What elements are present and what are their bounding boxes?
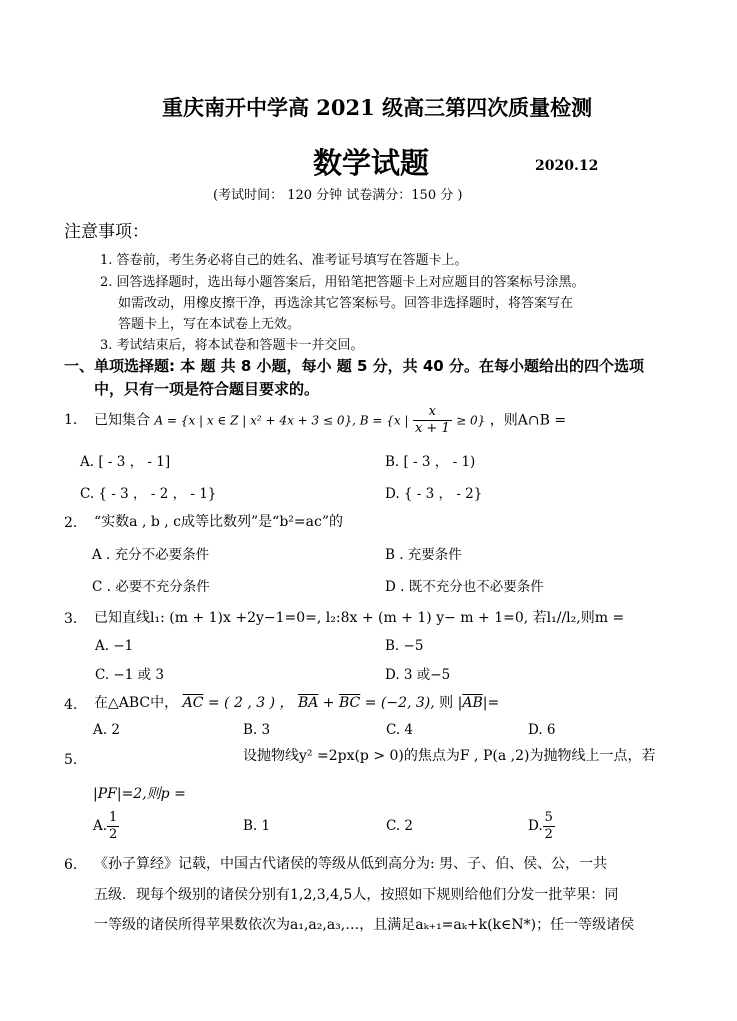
q1-set-a: A = {x | x ∈ Z | x² + 4x + 3 ≤ 0}, B = {x |: [154, 413, 409, 428]
q1-stem-a: 已知集合: [94, 412, 150, 429]
notice-item: 答题卡上，写在本试卷上无效。: [118, 317, 301, 332]
question-stem: 已知直线l₁: (m + 1)x +2y−1=0=, l₂:8x + (m + 1) y− m + 1=0, 若l₁//l₂,则m =: [94, 610, 625, 626]
question-stem: [94, 404, 566, 437]
frac-den: 2: [109, 827, 118, 842]
option-c: C. { - 3 ， - 2 ， - 1}: [80, 486, 217, 502]
option-d-label: D.: [528, 818, 543, 834]
exam-meta: (考试时间： 120 分钟 试卷满分：150 分 ): [213, 188, 463, 203]
q4-plus: +: [318, 695, 339, 711]
question-number: 4.: [64, 697, 78, 713]
option-c: C. 2: [386, 818, 414, 834]
option-b: B. −5: [385, 638, 424, 654]
question-stem: 《孙子算经》记载，中国古代诸侯的等级从低到高分为: 男、子、伯、侯、公，一共: [94, 856, 608, 872]
section-heading: 一、单项选择题: 本 题 共 8 小题，每小 题 5 分，共 40 分。在每小题给出的四个选项: [64, 357, 644, 375]
option-c: C. 4: [386, 722, 414, 738]
frac-den: 2: [544, 827, 553, 842]
q4-stem: 在△ABC中，: [94, 695, 179, 711]
option-d: D. { - 3 ， - 2}: [385, 486, 483, 502]
q4-ac-value: = ( 2 , 3 ) ，: [207, 695, 294, 711]
frac-num: 5: [544, 810, 553, 825]
q4-ask-end: |=: [482, 695, 500, 711]
option-b: B . 充要条件: [385, 547, 462, 563]
question-stem: “实数a , b , c成等比数列”是“b²=ac”的: [94, 514, 343, 530]
notice-item: 1. 答卷前，考生务必将自己的姓名、准考证号填写在答题卡上。: [100, 253, 468, 268]
option-a: A. 2: [93, 722, 120, 738]
section-heading-cont: 中，只有一项是符合题目要求的。: [94, 380, 320, 398]
notice-heading: 注意事项：: [64, 222, 149, 242]
q1-stem-b: ，则A∩B =: [489, 412, 567, 429]
q1-frac-num: x: [413, 404, 452, 421]
exam-date: 2020.12: [535, 158, 599, 174]
frac-num: 1: [109, 810, 118, 825]
q4-ask: 则 |: [439, 695, 463, 711]
option-a: A. [ - 3 ， - 1]: [80, 454, 171, 470]
question-number: 2.: [64, 515, 78, 531]
option-c: C. −1 或 3: [95, 667, 165, 683]
question-stem-cont: |PF|=2,则p =: [93, 786, 186, 802]
exam-title: 重庆南开中学高 2021 级高三第四次质量检测: [162, 95, 593, 120]
question-stem: 设抛物线y² =2px(p > 0)的焦点为F , P(a ,2)为抛物线上一点，若: [243, 748, 656, 764]
option-c: C . 必要不充分条件: [92, 579, 210, 595]
option-a: A . 充分不必要条件: [92, 547, 210, 563]
option-a-fraction: [107, 810, 119, 843]
notice-item: 2. 回答选择题时，选出每小题答案后，用铅笔把答题卡上对应题目的答案标号涂黑。: [100, 275, 585, 290]
option-d-fraction: [543, 810, 555, 843]
option-b: B. 3: [243, 722, 271, 738]
q1-frac-den: x + 1: [414, 421, 450, 436]
question-stem-cont: 五级．现每个级别的诸侯分别有1,2,3,4,5人，按照如下规则给他们分发一批苹果：同: [94, 887, 619, 903]
option-d: [528, 810, 555, 843]
option-d: D. 6: [528, 722, 556, 738]
q4-bc-value: = (−2, 3),: [364, 695, 435, 711]
vector-ba: $\overline{BA}$: [297, 695, 319, 711]
option-d: D . 既不充分也不必要条件: [385, 579, 544, 595]
question-stem: [94, 692, 499, 712]
subject-title: 数学试题: [313, 146, 430, 180]
option-b: B. 1: [243, 818, 271, 834]
notice-item: 3. 考试结束后，将本试卷和答题卡一并交回。: [100, 338, 364, 353]
question-number: 1.: [64, 412, 78, 428]
vector-ab: $\overline{AB}$: [462, 695, 483, 711]
option-a: A. −1: [95, 638, 134, 654]
q1-fraction: [413, 404, 452, 437]
question-number: 3.: [64, 611, 78, 627]
option-a-label: A.: [93, 818, 108, 834]
vector-bc: $\overline{BC}$: [339, 695, 361, 711]
question-number: 5.: [64, 752, 78, 768]
option-a: [93, 810, 119, 843]
notice-item: 如需改动，用橡皮擦干净，再选涂其它答案标号。回答非选择题时，将答案写在: [118, 296, 574, 311]
q1-set-b: ≥ 0}: [456, 413, 486, 428]
option-d: D. 3 或−5: [385, 667, 451, 683]
question-number: 6.: [64, 857, 78, 873]
question-stem-cont: 一等级的诸侯所得苹果数依次为a₁,a₂,a₃,…，且满足aₖ₊₁=aₖ+k(k∈N*)；任一等级诸侯: [94, 917, 635, 933]
option-b: B. [ - 3 ， - 1): [385, 454, 476, 470]
vector-ac: $\overline{AC}$: [182, 695, 204, 711]
